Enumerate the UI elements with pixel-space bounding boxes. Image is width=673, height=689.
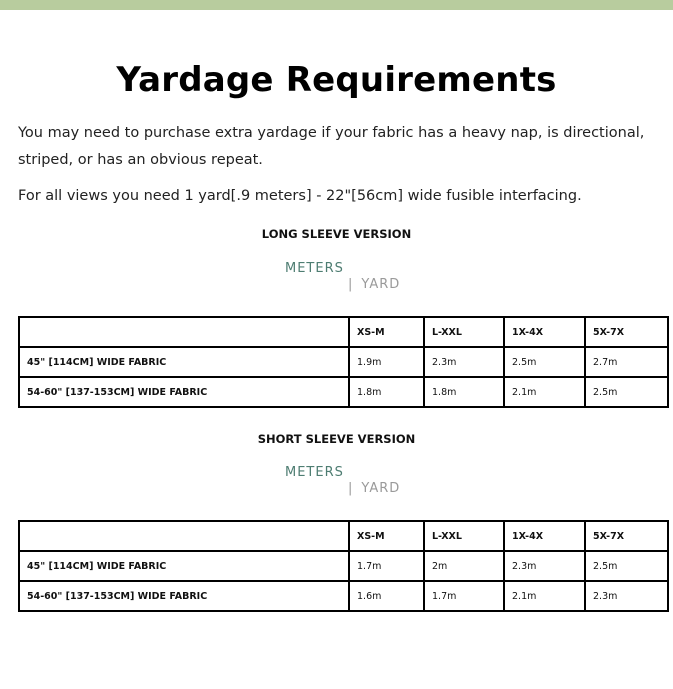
- tab-meters-short-sleeve[interactable]: METERS: [285, 465, 344, 480]
- yardage-table-short-sleeve: [18, 520, 669, 612]
- header-cell-size: 5X-7X: [585, 521, 668, 551]
- table-row: [19, 581, 668, 611]
- header-cell-size: 1X-4X: [504, 521, 585, 551]
- tab-separator: |: [348, 277, 354, 292]
- yardage-value: 2m: [424, 551, 504, 581]
- table-header-row: [19, 521, 668, 551]
- yardage-value: 2.5m: [585, 551, 668, 581]
- header-cell-size: XS-M: [349, 521, 424, 551]
- tab-meters-long-sleeve[interactable]: METERS: [285, 261, 344, 276]
- table-row: [19, 551, 668, 581]
- yardage-value: 2.5m: [585, 377, 668, 407]
- fabric-width-label: 45" [114CM] WIDE FABRIC: [19, 347, 349, 377]
- top-accent-bar: [0, 0, 673, 10]
- yardage-value: 1.8m: [349, 377, 424, 407]
- yardage-value: 1.7m: [349, 551, 424, 581]
- header-cell-size: L-XXL: [424, 521, 504, 551]
- section-heading-long-sleeve: LONG SLEEVE VERSION: [261, 227, 412, 241]
- table-row: [19, 377, 668, 407]
- yardage-value: 1.7m: [424, 581, 504, 611]
- header-cell-empty: [19, 317, 349, 347]
- tab-separator: |: [348, 481, 354, 496]
- tab-yard-label: YARD: [361, 481, 401, 496]
- interfacing-paragraph: For all views you need 1 yard[.9 meters] - 22"[56cm] wide fusible interfacing.: [18, 188, 582, 204]
- yardage-value: 2.1m: [504, 581, 585, 611]
- tab-yard-label: YARD: [361, 277, 401, 292]
- page-title: Yardage Requirements: [116, 60, 557, 100]
- header-cell-size: L-XXL: [424, 317, 504, 347]
- intro-paragraph: You may need to purchase extra yardage if your fabric has a heavy nap, is directional, striped, or has an obvious repeat.: [18, 125, 645, 168]
- tab-yard-short-sleeve[interactable]: [348, 481, 400, 496]
- header-cell-size: XS-M: [349, 317, 424, 347]
- yardage-value: 2.3m: [424, 347, 504, 377]
- yardage-value: 1.6m: [349, 581, 424, 611]
- yardage-value: 2.3m: [504, 551, 585, 581]
- yardage-value: 2.7m: [585, 347, 668, 377]
- fabric-width-label: 54-60" [137-153CM] WIDE FABRIC: [19, 377, 349, 407]
- yardage-value: 1.8m: [424, 377, 504, 407]
- yardage-value: 2.1m: [504, 377, 585, 407]
- yardage-value: 1.9m: [349, 347, 424, 377]
- header-cell-size: 5X-7X: [585, 317, 668, 347]
- yardage-value: 2.5m: [504, 347, 585, 377]
- yardage-value: 2.3m: [585, 581, 668, 611]
- yardage-table-long-sleeve: [18, 316, 669, 408]
- header-cell-size: 1X-4X: [504, 317, 585, 347]
- section-heading-short-sleeve: SHORT SLEEVE VERSION: [257, 432, 416, 446]
- fabric-width-label: 54-60" [137-153CM] WIDE FABRIC: [19, 581, 349, 611]
- table-header-row: [19, 317, 668, 347]
- header-cell-empty: [19, 521, 349, 551]
- table-row: [19, 347, 668, 377]
- fabric-width-label: 45" [114CM] WIDE FABRIC: [19, 551, 349, 581]
- tab-yard-long-sleeve[interactable]: [348, 277, 400, 292]
